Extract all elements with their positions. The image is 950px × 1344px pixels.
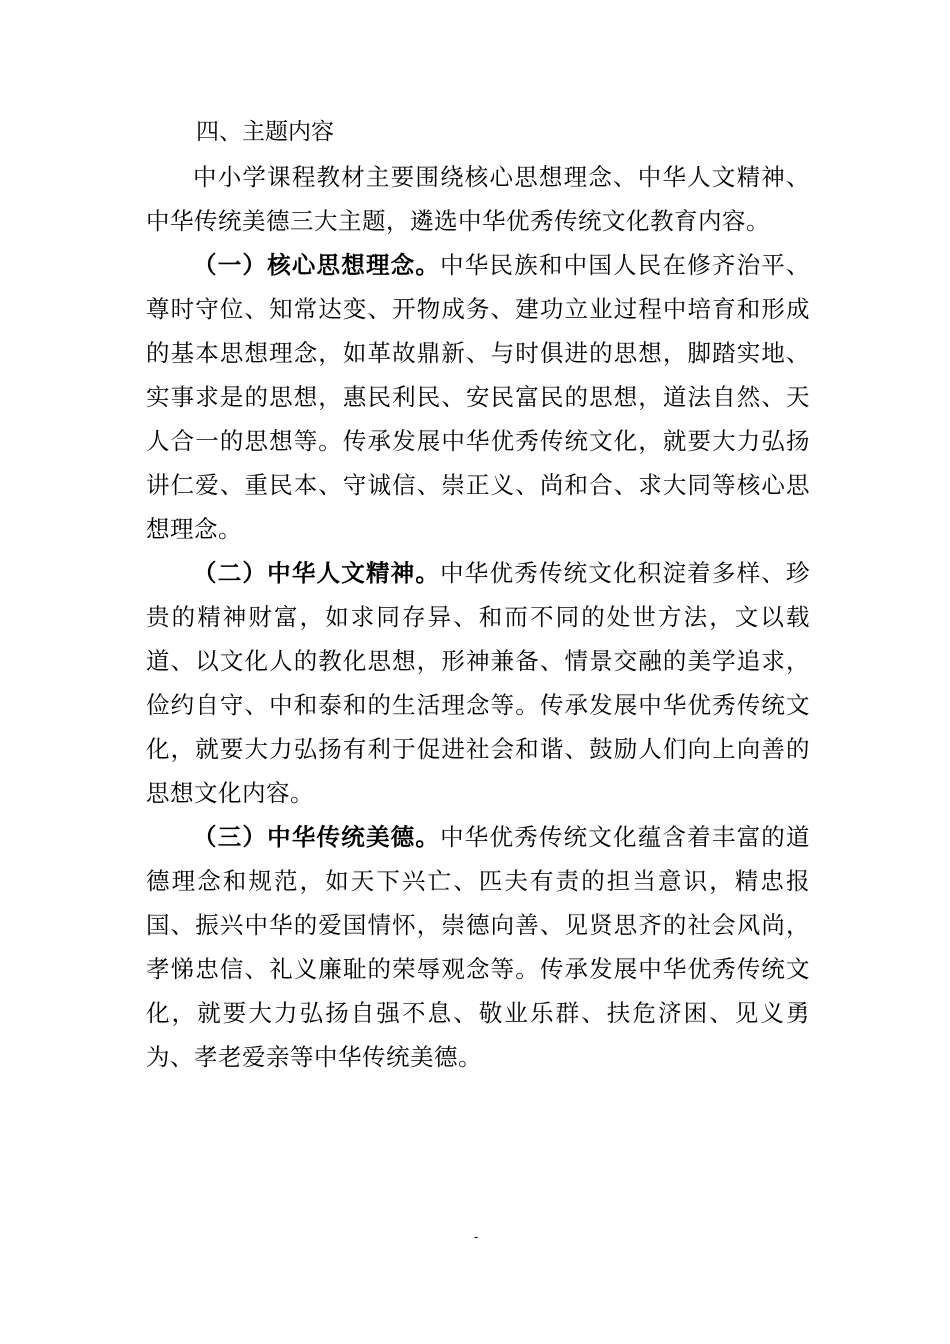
- page-footer-mark: -: [474, 1230, 479, 1244]
- document-body: [146, 112, 810, 1079]
- paragraph-text: 中华优秀传统文化积淀着多样、珍贵的精神财富，如求同存异、和而不同的处世方法，文以载道、以文化人的教化思想，形神兼备、情景交融的美学追求，俭约自守、中和泰和的生活理念等。传承发展中华优秀传统文化，就要大力弘扬有利于促进社会和谐、鼓励人们向上向善的思想文化内容。: [146, 559, 811, 807]
- paragraph-lead: （三）中华传统美德。: [193, 823, 441, 851]
- paragraph-lead: （二）中华人文精神。: [193, 559, 441, 587]
- intro-paragraph: 中小学课程教材主要围绕核心思想理念、中华人文精神、中华传统美德三大主题，遴选中华优秀传统文化教育内容。: [146, 163, 810, 235]
- section-heading: 四、主题内容: [196, 119, 334, 145]
- paragraph-lead: （一）核心思想理念。: [193, 251, 441, 279]
- paragraph-text: 中华民族和中国人民在修齐治平、尊时守位、知常达变、开物成务、建功立业过程中培育和形成的基本思想理念，如革故鼎新、与时俱进的思想，脚踏实地、实事求是的思想，惠民利民、安民富民的思想，道法自然、天人合一的思想等。传承发展中华优秀传统文化，就要大力弘扬讲仁爱、重民本、守诚信、崇正义、尚和合、求大同等核心思想理念。: [146, 251, 811, 543]
- paragraph-traditional-virtues: [146, 815, 810, 1079]
- paragraph-core-ideas: [146, 243, 810, 551]
- paragraph-humanistic-spirit: [146, 551, 810, 815]
- paragraph-text: 中华优秀传统文化蕴含着丰富的道德理念和规范，如天下兴亡、匹夫有责的担当意识，精忠报国、振兴中华的爱国情怀，崇德向善、见贤思齐的社会风尚，孝悌忠信、礼义廉耻的荣辱观念等。传承发展中华优秀传统文化，就要大力弘扬自强不息、敬业乐群、扶危济困、见义勇为、孝老爱亲等中华传统美德。: [146, 823, 811, 1071]
